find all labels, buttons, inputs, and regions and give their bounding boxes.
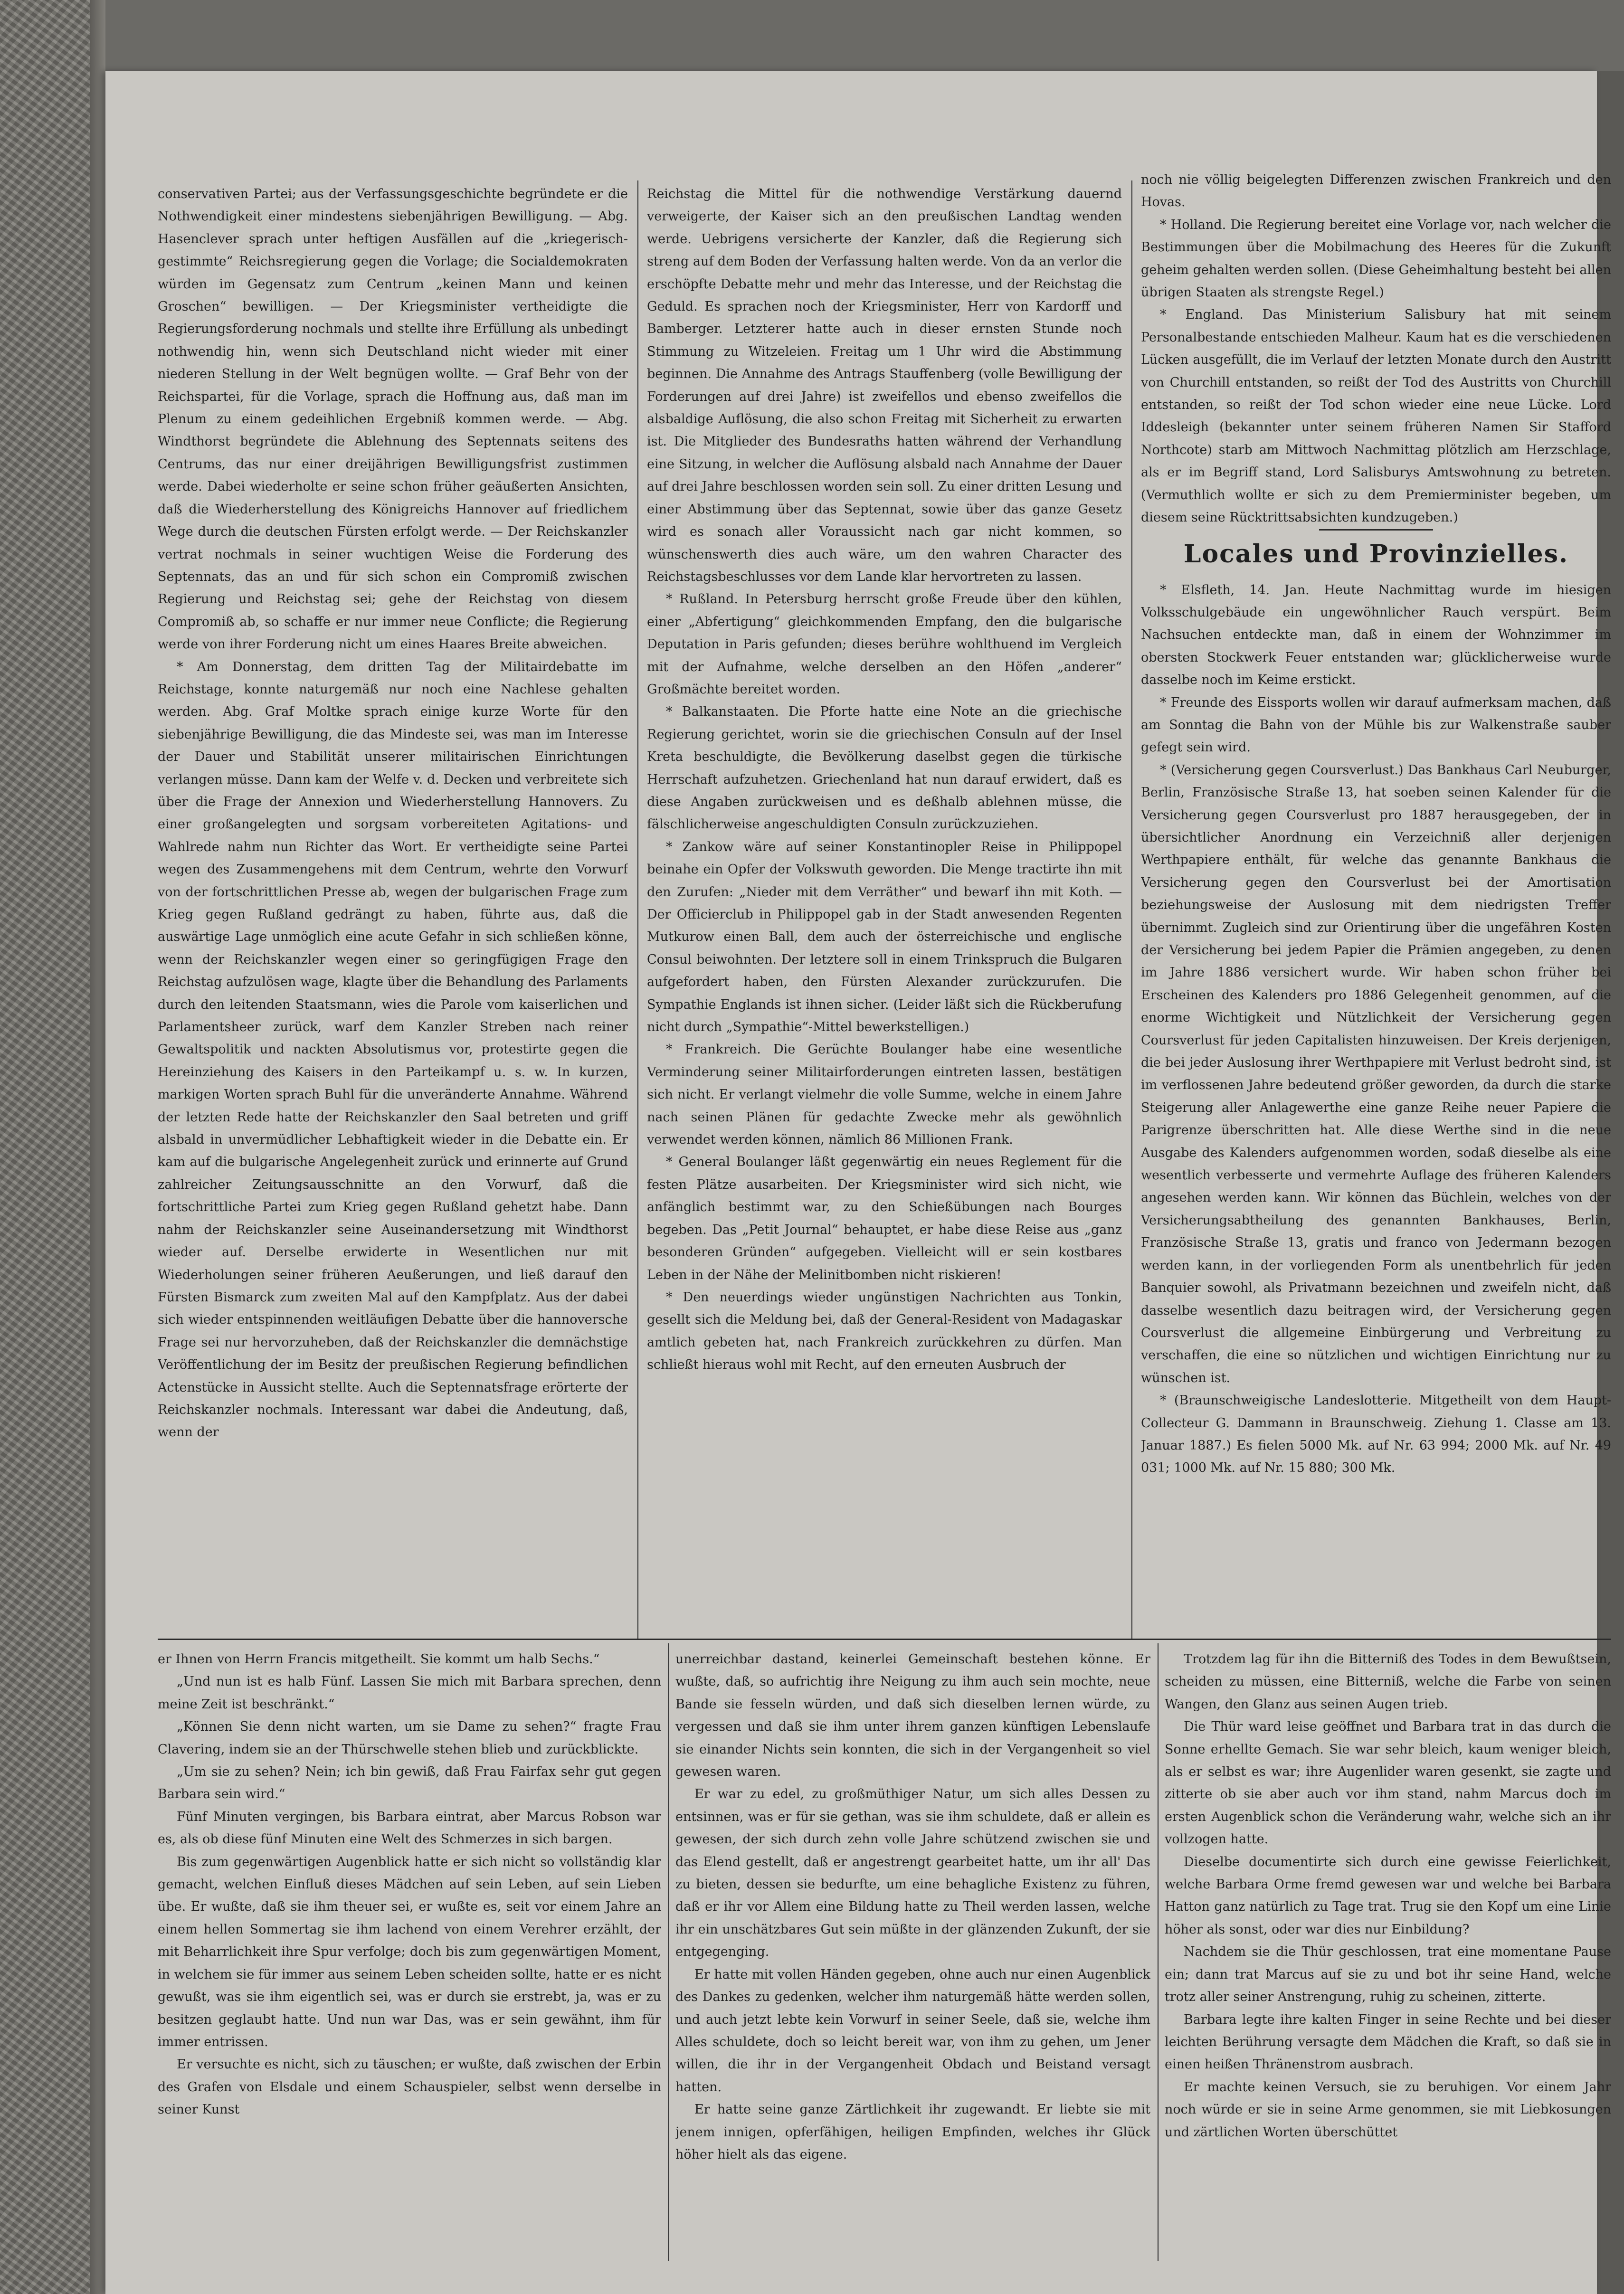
- section-title-locales: Locales und Provinzielles.: [1183, 539, 1569, 569]
- paragraph: „Können Sie denn nicht warten, um sie Dame zu sehen?“ fragte Frau Clavering, indem sie an der Thürschwelle stehen blieb und zurückblickte.: [158, 1719, 661, 1757]
- paragraph: * Holland. Die Regierung bereitet eine Vorlage vor, nach welcher die Bestimmungen über die Mobilmachung des Heeres für die Zukunft geheim gehalten werden sollen. (Diese Geheimhaltung besteht bei allen übrigen Staaten als strengste Regel.): [1141, 217, 1611, 300]
- column-rule: [668, 1643, 669, 2261]
- paragraph: Dieselbe documentirte sich durch eine gewisse Feierlichkeit, welche Barbara Orme fremd gewesen war und welche bei Barbara Hatton ganz natürlich zu Tage trat. Trug sie den Kopf um eine Linie höher als sonst, oder war dies nur Einbildung?: [1165, 1854, 1611, 1937]
- lower-column-2: [675, 1648, 1150, 2261]
- paragraph: Fünf Minuten vergingen, bis Barbara eintrat, aber Marcus Robson war es, als ob diese fünf Minuten eine Welt des Schmerzes in sich bargen.: [158, 1809, 661, 1847]
- paragraph: conservativen Partei; aus der Verfassungsgeschichte begründete er die Nothwendigkeit einer mindestens siebenjährigen Bewilligung. — Abg. Hasenclever sprach unter heftigen Ausfällen auf die „kriegerisch-gestimmte“ Reichsregierung gegen die Vorlage; die Socialdemokraten würden im Gegensatz zum Centrum „keinen Mann und keinen Groschen“ bewilligen. — Der Kriegsminister vertheidigte die Regierungsforderung nochmals und stellte ihre Erfüllung als unbedingt nothwendig hin, wenn sich Deutschland nicht wieder mit einer niederen Stellung in der Welt begnügen wollte. — Graf Behr von der Reichspartei, für die Vorlage, sprach die Hoffnung aus, daß man im Plenum zu einem gedeihlichen Ergebniß kommen werde. — Abg. Windthorst begründete die Ablehnung des Septennats seitens des Centrums, das nur einer dreijährigen Bewilligungsfrist zustimmen werde. Dabei wiederholte er seine schon früher geäußerten Ansichten, daß die Wiederherstellung des Königreichs Hannover auf friedlichem Wege durch die deutschen Fürsten erfolgt werde. — Der Reichskanzler vertrat nochmals in seiner wuchtigen Weise die Forderung des Septennats, das an und für sich schon ein Compromiß zwischen Regierung und Reichstag sei; gehe der Reichstag von diesem Compromiß ab, so schaffe er nur immer neue Conflicte; die Regierung werde von ihrer Forderung nicht um eines Haares Breite abweichen.: [158, 187, 628, 652]
- column-rule: [1158, 1643, 1159, 2261]
- paragraph: * (Versicherung gegen Coursverlust.) Das Bankhaus Carl Neuburger, Berlin, Französische Straße 13, hat soeben seinen Kalender für die Versicherung gegen Coursverlust pro 1887 herausgegeben, der in übersichtlicher Anordnung ein Verzeichniß aller derjenigen Werthpapiere enthält, für welche das genannte Bankhaus die Versicherung gegen den Coursverlust bei der Amortisation beziehungsweise der Auslosung mit dem niedrigsten Treffer übernimmt. Zugleich sind zur Orientirung über die ungefähren Kosten der Versicherung bei jedem Papier die Prämien angegeben, zu denen im Jahre 1886 versichert wurde. Wir haben schon früher bei Erscheinen des Kalenders pro 1886 Gelegenheit genommen, auf die enorme Wichtigkeit und Nützlichkeit der Versicherung gegen Coursverlust für jeden Capitalisten hinzuweisen. Der Kreis derjenigen, die bei jeder Auslosung ihrer Werthpapiere mit Verlust bedroht sind, ist im verflossenen Jahre bedeutend größer geworden, da durch die starke Steigerung aller Anlagewerthe eine ganze Reihe neuer Papiere die Parigrenze überschritten hat. Alle diese Werthe sind in die neue Ausgabe des Kalenders aufgenommen worden, sodaß dieselbe als eine wesentlich verbesserte und vermehrte Auflage des früheren Kalenders angesehen werden kann. Wir können das Büchlein, welches von der Versicherungsabtheilung des genannten Bankhauses, Berlin, Französische Straße 13, gratis und franco von Jedermann bezogen werden kann, in der vorliegenden Form als unentbehrlich für jeden Banquier sowohl, als Privatmann bezeichnen und zweifeln nicht, daß dasselbe wesentlich dazu beitragen wird, der Versicherung gegen Coursverlust die allgemeine Einbürgerung und Verbreitung zu verschaffen, die eine so nützlichen und wichtigen Einrichtung nur zu wünschen ist.: [1141, 762, 1611, 1385]
- paragraph: Er machte keinen Versuch, sie zu beruhigen. Vor einem Jahr noch würde er sie in seine Arme genommen, sie mit Liebkosungen und zärtlichen Worten überschüttet: [1165, 2079, 1611, 2140]
- paragraph: * Elsfleth, 14. Jan. Heute Nachmittag wurde im hiesigen Volksschulgebäude ein ungewöhnlicher Rauch verspürt. Beim Nachsuchen entdeckte man, daß in einem der Wohnzimmer im obersten Stockwerk Feuer entstanden war; glücklicherweise wurde dasselbe noch im Keime erstickt.: [1141, 582, 1611, 688]
- paragraph: * England. Das Ministerium Salisbury hat mit seinem Personalbestande entschieden Malheur. Kaum hat es die verschiedenen Lücken ausgefüllt, die im Verlauf der letzten Monate durch den Austritt von Churchill entstanden, so reißt der Tod des Austritts von Churchill entstanden, so reißt der Tod schon wieder eine neue Lücke. Lord Iddesleigh (bekannter unter seinem früheren Namen Sir Stafford Northcote) starb am Mittwoch Nachmittag plötzlich am Herzschlage, als er im Begriff stand, Lord Salisburys Amtswohnung zu betreten. (Vermuthlich wollte er sich zu dem Premierminister begeben, um diesem seine Rücktrittsabsichten kundzugeben.): [1141, 307, 1611, 525]
- paragraph: * General Boulanger läßt gegenwärtig ein neues Reglement für die festen Plätze ausarbeiten. Der Kriegsminister wird sich nicht, wie anfänglich bestimmt war, zu den Schießübungen nach Bourges begeben. Das „Petit Journal“ behauptet, er habe diese Reise aus „ganz besonderen Gründen“ aufgegeben. Vielleicht will er sein kostbares Leben in der Nähe der Melinitbomben nicht riskieren!: [647, 1155, 1122, 1282]
- column-rule: [1131, 180, 1132, 1639]
- paragraph: Er hatte seine ganze Zärtlichkeit ihr zugewandt. Er liebte sie mit jenem innigen, opferfähigen, heiligen Empfinden, welches ihr Glück höher hielt als das eigene.: [675, 2102, 1150, 2162]
- scan-top-edge: [105, 0, 1624, 71]
- paragraph: * Balkanstaaten. Die Pforte hatte eine Note an die griechische Regierung gerichtet, worin sie die griechischen Consuln auf der Insel Kreta beschuldigte, die Bevölkerung daselbst gegen die türkische Herrschaft aufzuhetzen. Griechenland hat nun darauf erwidert, daß es diese Angaben zurückweisen und es deßhalb ablehnen müsse, die fälschlicherweise angeschuldigten Consuln zurückzuziehen.: [647, 704, 1122, 832]
- lower-column-3: [1165, 1648, 1611, 2261]
- paragraph: * Am Donnerstag, dem dritten Tag der Militairdebatte im Reichstage, konnte naturgemäß nur noch eine Nachlese gehalten werden. Abg. Graf Moltke sprach einige kurze Worte für den siebenjährige Bewilligung, die das Mindeste sei, was man im Interesse der Dauer und Stabilität unserer militairischen Einrichtungen verlangen müsse. Dann kam der Welfe v. d. Decken und verbreitete sich über die Frage der Annexion und Wiederherstellung Hannovers. Zu einer großangelegten und sorgsam vorbereiteten Agitations- und Wahlrede nahm nun Richter das Wort. Er vertheidigte seine Partei wegen des Zusammengehens mit dem Centrum, wehrte den Vorwurf von der fortschrittlichen Presse ab, wegen der bulgarischen Frage zum Krieg gegen Rußland gedrängt zu haben, führte aus, daß die auswärtige Lage unmöglich eine acute Gefahr in sich schließen könne, wenn der Reichskanzler wegen einer so geringfügigen Frage den Reichstag aufzulösen wage, klagte über die Behandlung des Parlaments durch den leitenden Staatsmann, wies die Parole vom kaiserlichen und Parlamentsheer zurück, warf dem Kanzler Streben nach reiner Gewaltspolitik und nackten Absolutismus vor, protestirte gegen die Hereinziehung des Kaisers in den Parteikampf u. s. w. In kurzen, markigen Worten sprach Buhl für die unveränderte Annahme. Während der letzten Rede hatte der Reichskanzler den Saal betreten und griff alsbald in unvermüdlicher Lebhaftigkeit wieder in die Debatte ein. Er kam auf die bulgarische Angelegenheit zurück und erinnerte auf Grund zahlreicher Zeitungsausschnitte an den Vorwurf, daß die fortschrittliche Partei zum Krieg gegen Rußland gehetzt habe. Dann nahm der Reichskanzler seine Auseinandersetzung mit Windthorst wieder auf. Derselbe erwiderte in Wesentlichen nur mit Wiederholungen seiner früheren Aeußerungen, und ließ darauf den Fürsten Bismarck zum zweiten Mal auf den Kampfplatz. Aus der dabei sich wieder entspinnenden weitläufigen Debatte über die hannoversche Frage sei nur hervorzuheben, daß der Reichskanzler die demnächstige Veröffentlichung der im Besitz der preußischen Regierung befindlichen Actenstücke in Aussicht stellte. Auch die Septennatsfrage erörterte der Reichskanzler nochmals. Interessant war dabei die Andeutung, daß, wenn der: [158, 659, 628, 1440]
- foreign-news-continuation: [1141, 169, 1611, 529]
- marbled-binding-cover: [0, 0, 102, 2294]
- paragraph: Er versuchte es nicht, sich zu täuschen; er wußte, daß zwischen der Erbin des Grafen von Elsdale und einem Schauspieler, selbst wenn derselbe in seiner Kunst: [158, 2057, 661, 2117]
- paragraph: * (Braunschweigische Landeslotterie. Mitgetheilt von dem Haupt-Collecteur G. Dammann in Braunschweig. Ziehung 1. Classe am 13. Januar 1887.) Es fielen 5000 Mk. auf Nr. 63 994; 2000 Mk. auf Nr. 49 031; 1000 Mk. auf Nr. 15 880; 300 Mk.: [1141, 1393, 1611, 1476]
- paragraph: „Um sie zu sehen? Nein; ich bin gewiß, daß Frau Fairfax sehr gut gegen Barbara sein wird.“: [158, 1764, 661, 1802]
- paragraph: Barbara legte ihre kalten Finger in seine Rechte und bei dieser leichten Berührung versagte dem Mädchen die Kraft, so daß sie in einen heißen Thränenstrom ausbrach.: [1165, 2012, 1611, 2072]
- paragraph: * Freunde des Eissports wollen wir darauf aufmerksam machen, daß am Sonntag die Bahn von der Mühle bis zur Walkenstraße sauber gefegt sein wird.: [1141, 695, 1611, 755]
- local-news: [1141, 579, 1611, 1479]
- paragraph: Bis zum gegenwärtigen Augenblick hatte er sich nicht so vollständig klar gemacht, welchen Einfluß dieses Mädchen auf sein Leben, auf sein Lieben übe. Er wußte, daß sie ihm theuer sei, er wußte es, seit vor einem Jahre an einem hellen Sommertag sie ihm lachend von einem Verehrer erzählt, der mit Beharrlichkeit ihre Spur verfolge; doch bis zum gegenwärtigen Moment, in welchem sie für immer aus seinem Leben scheiden sollte, hatte er es nicht gewußt, was sie ihm eigentlich sei, was er durch sie erstrebt, ja, was er zu besitzen geglaubt hatte. Und nun war Das, was er sein gewähnt, ihm für immer entrissen.: [158, 1854, 661, 2049]
- paragraph: * Frankreich. Die Gerüchte Boulanger habe eine wesentliche Verminderung seiner Militairforderungen eintreten lassen, bestätigen sich nicht. Er verlangt vielmehr die volle Summe, welche in einem Jahre nach seinen Plänen für gedachte Zwecke mehr als gewöhnlich verwendet werden können, nämlich 86 Millionen Frank.: [647, 1042, 1122, 1147]
- upper-column-1: [158, 183, 628, 1636]
- upper-column-3: [1141, 169, 1611, 1636]
- upper-column-2: [647, 183, 1122, 1636]
- column-rule: [637, 180, 638, 1639]
- paragraph: noch nie völlig beigelegten Differenzen zwischen Frankreich und den Hovas.: [1141, 172, 1611, 210]
- section-divider: [1319, 529, 1433, 531]
- feuilleton-separator: [158, 1639, 1611, 1640]
- paragraph: * Zankow wäre auf seiner Konstantinopler Reise in Philippopel beinahe ein Opfer der Volkswuth geworden. Die Menge tractirte ihn mit den Zurufen: „Nieder mit dem Verräther“ und bewarf ihn mit Koth. — Der Officierclub in Philippopel gab in der Stadt anwesenden Regenten Mutkurow einen Ball, dem auch der österreichische und englische Consul beiwohnten. Der letztere soll in einem Trinkspruch die Bulgaren aufgefordert haben, den Fürsten Alexander zurückzurufen. Die Sympathie Englands ist ihnen sicher. (Leider läßt sich die Rückberufung nicht durch „Sympathie“-Mittel bewerkstelligen.): [647, 839, 1122, 1035]
- paragraph: * Den neuerdings wieder ungünstigen Nachrichten aus Tonkin, gesellt sich die Meldung bei, daß der General-Resident von Madagaskar amtlich gebeten hat, nach Frankreich zurückkehren zu dürfen. Man schließt hieraus wohl mit Recht, auf den erneuten Ausbruch der: [647, 1289, 1122, 1373]
- paragraph: * Rußland. In Petersburg herrscht große Freude über den kühlen, einer „Abfertigung“ gleichkommenden Empfang, den die bulgarische Deputation in Paris gefunden; dieses berühre wohlthuend im Vergleich mit der Aufnahme, welche derselben an den Höfen „anderer“ Großmächte bereitet worden.: [647, 592, 1122, 697]
- lower-column-1: [158, 1648, 661, 2261]
- paragraph: unerreichbar dastand, keinerlei Gemeinschaft bestehen könne. Er wußte, daß, so aufrichtig ihre Neigung zu ihm auch sein mochte, neue Bande sie fesseln würden, und daß sich dieselben lernen würde, zu vergessen und daß sie ihm unter ihrem ganzen künftigen Lebenslaufe sie einander Nichts sein konnten, die sich in der Vergangenheit so viel gewesen waren.: [675, 1652, 1150, 1780]
- paragraph: „Und nun ist es halb Fünf. Lassen Sie mich mit Barbara sprechen, denn meine Zeit ist beschränkt.“: [158, 1674, 661, 1712]
- paragraph: Er hatte mit vollen Händen gegeben, ohne auch nur einen Augenblick des Dankes zu gedenken, welcher ihm naturgemäß hätte werden sollen, und auch jetzt lebte kein Vorwurf in seiner Seele, daß sie, welche ihm Alles schuldete, doch so leicht bereit war, von ihm zu gehen, um Jener willen, die ihr in der Vergangenheit Obdach und Beistand versagt hatten.: [675, 1967, 1150, 2095]
- paragraph: Er war zu edel, zu großmüthiger Natur, um sich alles Dessen zu entsinnen, was er für sie gethan, was sie ihm schuldete, daß er allein es gewesen, der sich durch zehn volle Jahre schützend zwischen sie und das Elend gestellt, daß er angestrengt gearbeitet hatte, um ihr all' Das zu bieten, dessen sie bedurfte, um eine behagliche Existenz zu führen, daß er ihr vor Allem eine Bildung hatte zu Theil werden lassen, welche ihr ein unschätzbares Gut sein müßte in der glänzenden Zukunft, der sie entgegenging.: [675, 1787, 1150, 1960]
- paragraph: Trotzdem lag für ihn die Bitterniß des Todes in dem Bewußtsein, scheiden zu müssen, eine Bitterniß, welche die Farbe von seinen Wangen, den Glanz aus seinen Augen trieb.: [1165, 1652, 1611, 1712]
- paragraph: Die Thür ward leise geöffnet und Barbara trat in das durch die Sonne erhellte Gemach. Sie war sehr bleich, kaum weniger bleich, als er selbst es war; ihre Augenlider waren gesenkt, sie zagte und zitterte ob sie aber auch vor ihm stand, nahm Marcus doch im ersten Augenblick schon die Veränderung wahr, welche sich an ihr vollzogen hatte.: [1165, 1719, 1611, 1847]
- paragraph: Reichstag die Mittel für die nothwendige Verstärkung dauernd verweigerte, der Kaiser sich an den preußischen Landtag wenden werde. Uebrigens versicherte der Kanzler, daß die Regierung sich streng auf dem Boden der Verfassung halten werde. Von da an verlor die erschöpfte Debatte mehr und mehr das Interesse, und der Reichstag die Geduld. Es sprachen noch der Kriegsminister, Herr von Kardorff und Bamberger. Letzterer hatte auch in dieser ernsten Stunde noch Stimmung zu Witzeleien. Freitag um 1 Uhr wird die Abstimmung beginnen. Die Annahme des Antrags Stauffenberg (volle Bewilligung der Forderungen auf drei Jahre) ist zweifellos und ebenso zweifellos die alsbaldige Auflösung, die also schon Freitag mit Sicherheit zu erwarten ist. Die Mitglieder des Bundesraths hatten während der Verhandlung eine Sitzung, in welcher die Auflösung alsbald nach Annahme der Dauer auf drei Jahre beschlossen worden sein soll. Zu einer dritten Lesung und einer Abstimmung über das Septennat, sowie über das ganze Gesetz wird es sonach aller Voraussicht nach gar nicht kommen, so wünschenswerth dies auch wäre, um den wahren Character des Reichstagsbeschlusses vor dem Lande klar hervortreten zu lassen.: [647, 187, 1122, 584]
- paragraph: Nachdem sie die Thür geschlossen, trat eine momentane Pause ein; dann trat Marcus auf sie zu und bot ihr seine Hand, welche trotz aller seiner Anstrengung, ruhig zu scheinen, zitterte.: [1165, 1944, 1611, 2005]
- paragraph: er Ihnen von Herrn Francis mitgetheilt. Sie kommt um halb Sechs.“: [158, 1652, 600, 1667]
- newspaper-page: [105, 71, 1611, 2294]
